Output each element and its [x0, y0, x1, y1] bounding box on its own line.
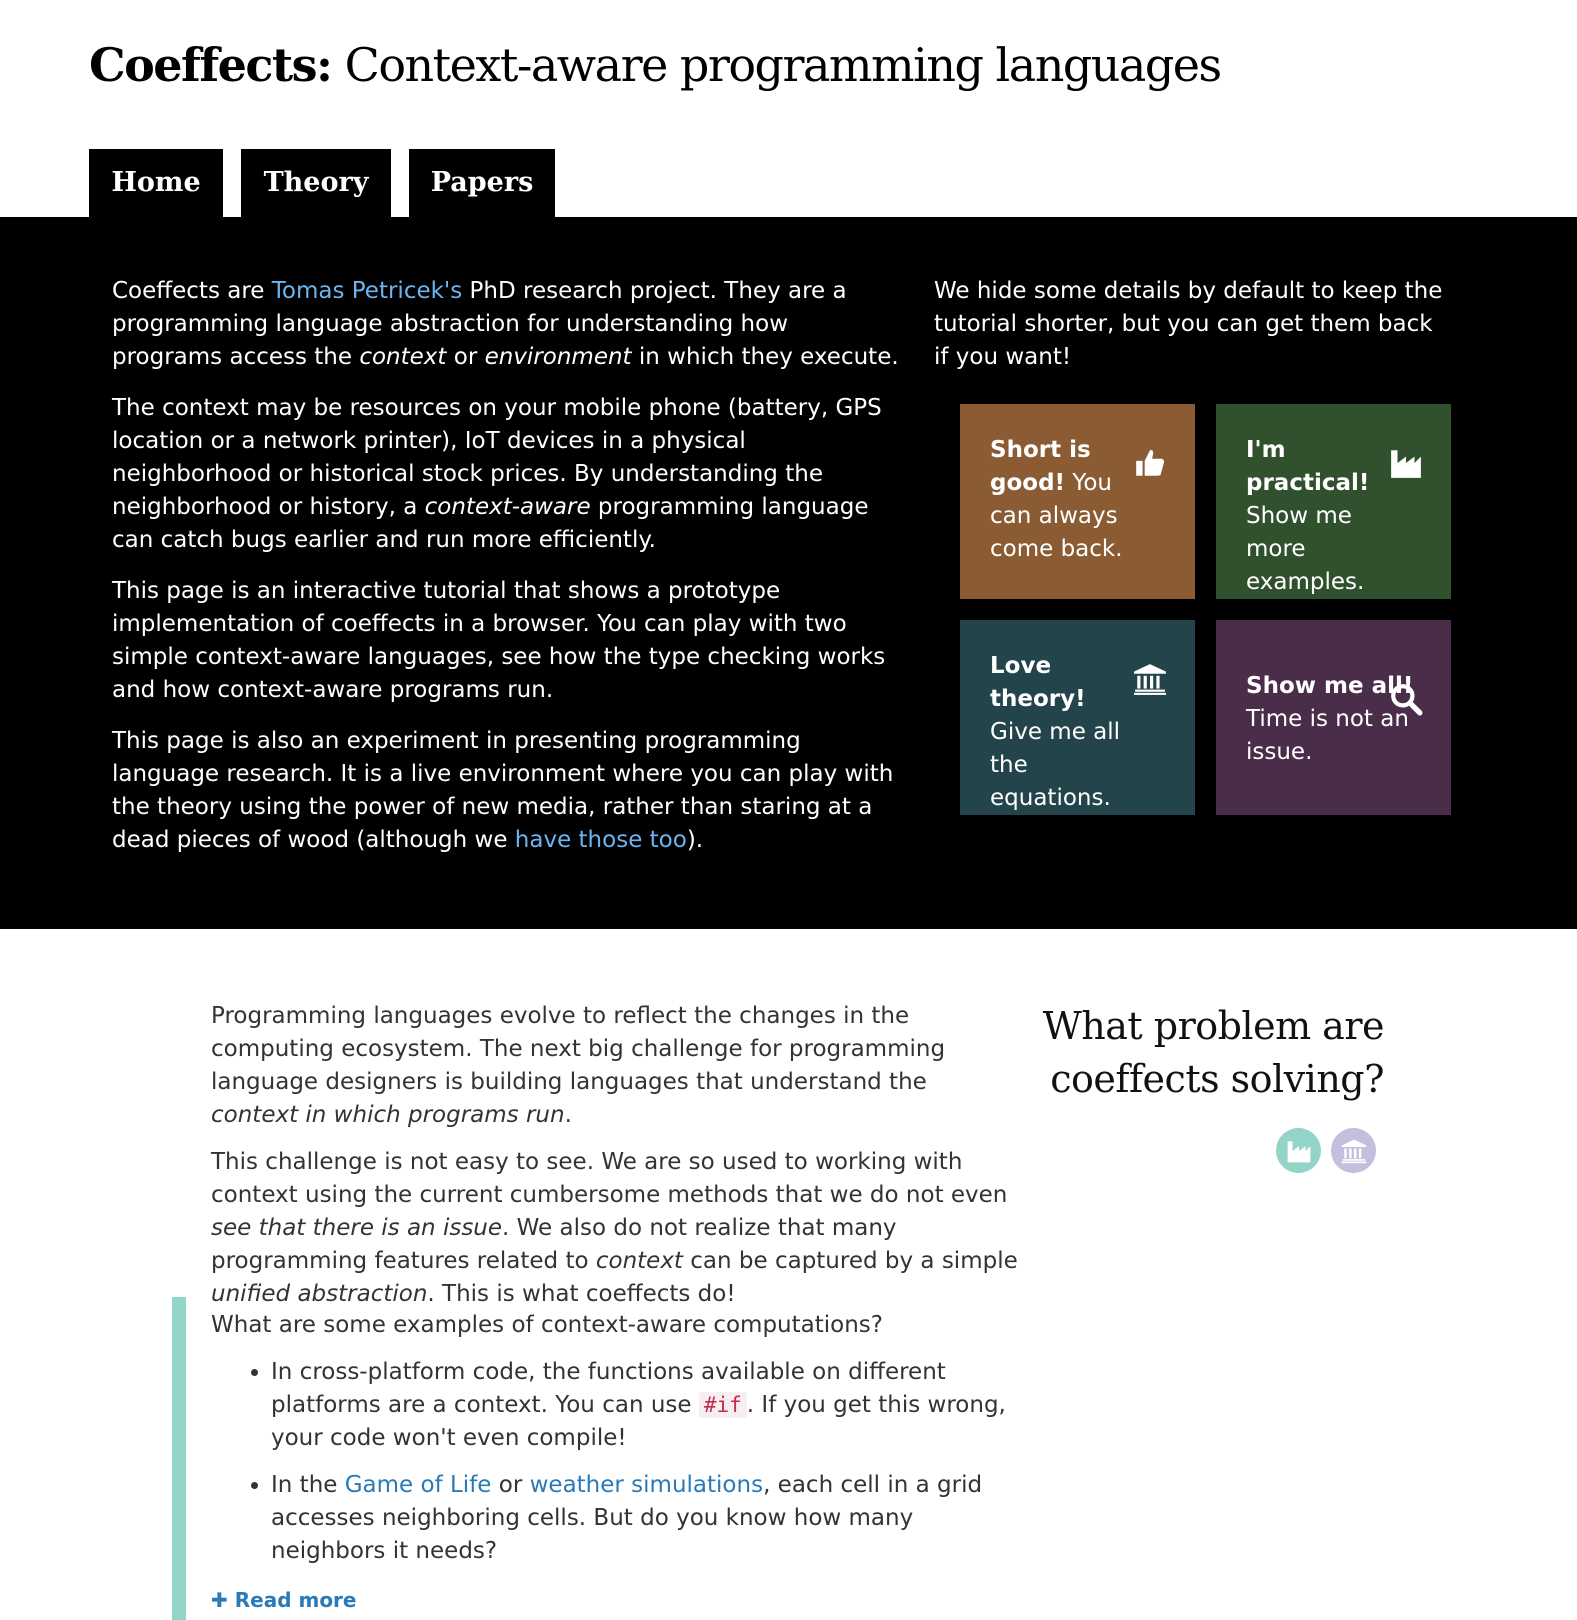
theory-badge [1331, 1128, 1376, 1173]
author-link[interactable]: Tomas Petricek's [271, 278, 463, 304]
intro-paragraph-2 [112, 392, 902, 557]
detail-level-tiles [960, 404, 1450, 816]
emphasis: context [595, 1248, 683, 1274]
tile-rest: Show me more examples. [1246, 503, 1365, 595]
tile-strong: I'm practical! [1246, 437, 1370, 496]
emphasis: environment [484, 344, 632, 370]
text: can be captured by a simple [682, 1248, 1018, 1274]
emphasis: unified abstraction [211, 1281, 428, 1307]
text: In the [271, 1472, 345, 1498]
factory-icon [1286, 1138, 1312, 1164]
tile-practical[interactable] [1216, 404, 1451, 599]
emphasis: context [359, 344, 447, 370]
text: Programming languages evolve to reflect the changes in the computing ecosystem. The next big challenge for programming language designers is building languages that understand the [211, 1003, 946, 1095]
text: ). [686, 827, 704, 853]
code-snippet: #if [699, 1392, 747, 1418]
text: . [564, 1102, 572, 1128]
options-intro-text: We hide some details by default to keep the tutorial shorter, but you can get them back if you want! [934, 278, 1443, 370]
main-paragraph-1 [211, 1000, 1021, 1132]
institution-icon [1341, 1138, 1367, 1164]
site-title-rest: Context-aware programming languages [331, 38, 1221, 92]
tile-love-theory[interactable] [960, 620, 1195, 815]
text: This challenge is not easy to see. We are so used to working with context using the current cumbersome methods that we do not even [211, 1149, 1008, 1208]
text: Coeffects are [112, 278, 272, 304]
list-item [271, 1356, 1032, 1455]
tab-papers[interactable]: Papers [409, 149, 555, 217]
read-more-label: Read more [234, 1588, 357, 1612]
tile-rest: Time is not an issue. [1246, 706, 1409, 765]
text: This page is also an experiment in presenting programming language research. It is a live environment where you can play with the theory using the power of new media, rather than staring at a dead pieces of wood (although we [112, 728, 894, 853]
tile-rest: You can always come back. [990, 470, 1123, 562]
examples-list [211, 1356, 1032, 1568]
text: or [446, 344, 485, 370]
main-paragraph-2 [211, 1146, 1021, 1311]
tile-rest: Give me all the equations. [990, 719, 1121, 811]
tile-show-me-all[interactable] [1216, 620, 1451, 815]
weather-simulations-link[interactable]: weather simulations [529, 1472, 764, 1498]
intro-paragraph-1 [112, 275, 902, 374]
text: in which they execute. [631, 344, 899, 370]
tile-strong: Love theory! [990, 653, 1086, 712]
text: . This is what coeffects do! [427, 1281, 736, 1307]
tile-strong: Show me all! [1246, 673, 1414, 699]
institution-icon [1133, 662, 1167, 696]
options-intro [934, 275, 1454, 374]
plus-icon: ✚ [211, 1588, 235, 1612]
search-icon [1389, 682, 1423, 716]
emphasis: context in which programs run [211, 1102, 565, 1128]
site-title-bold: Coeffects: [89, 38, 332, 92]
main-content [211, 1000, 1021, 1325]
callout-question: What are some examples of context-aware computations? [211, 1312, 883, 1338]
thumbs-up-icon [1133, 446, 1167, 480]
game-of-life-link[interactable]: Game of Life [344, 1472, 492, 1498]
text: programming language can catch bugs earlier and run more efficiently. [112, 494, 869, 553]
text: . If you get this wrong, your code won't even compile! [271, 1392, 1006, 1451]
main-nav [89, 149, 555, 217]
section-aside [1024, 1000, 1384, 1106]
emphasis: context-aware [424, 494, 591, 520]
list-item [271, 1469, 1032, 1568]
section-badges [1276, 1128, 1376, 1173]
practical-badge [1276, 1128, 1321, 1173]
tab-theory[interactable]: Theory [241, 149, 391, 217]
intro-paragraph-4 [112, 725, 902, 857]
intro-paragraph-3: This page is an interactive tutorial that shows a prototype implementation of coeffects in a browser. You can play with two simple context-aware languages, see how the type checking works and how context-aware programs run. [112, 578, 886, 703]
papers-link[interactable]: have those too [514, 827, 687, 853]
tile-strong: Short is good! [990, 437, 1091, 496]
text: PhD research project. They are a programming language abstraction for understanding how programs access the [112, 278, 847, 370]
read-more-link[interactable] [211, 1584, 356, 1617]
tile-text [990, 650, 1130, 815]
intro-text [112, 275, 902, 875]
text: or [491, 1472, 530, 1498]
tile-text [990, 434, 1130, 566]
text: In cross-platform code, the functions available on different platforms are a context. You can use [271, 1359, 946, 1418]
section-heading: What problem are coeffects solving? [1042, 1004, 1384, 1101]
factory-icon [1389, 446, 1423, 480]
text: , each cell in a grid accesses neighboring cells. But do you know how many neighbors it needs? [271, 1472, 983, 1564]
text: . We also do not realize that many programming features related to [211, 1215, 897, 1274]
text: The context may be resources on your mobile phone (battery, GPS location or a network printer), IoT devices in a physical neighborhood or historical stock prices. By understanding the neighborhood or history, a [112, 395, 882, 520]
tab-home[interactable]: Home [89, 149, 223, 217]
site-title [89, 38, 1221, 92]
tile-short-is-good[interactable] [960, 404, 1195, 599]
intro-section [0, 217, 1577, 929]
emphasis: see that there is an issue [211, 1215, 503, 1241]
examples-callout [172, 1297, 1032, 1620]
